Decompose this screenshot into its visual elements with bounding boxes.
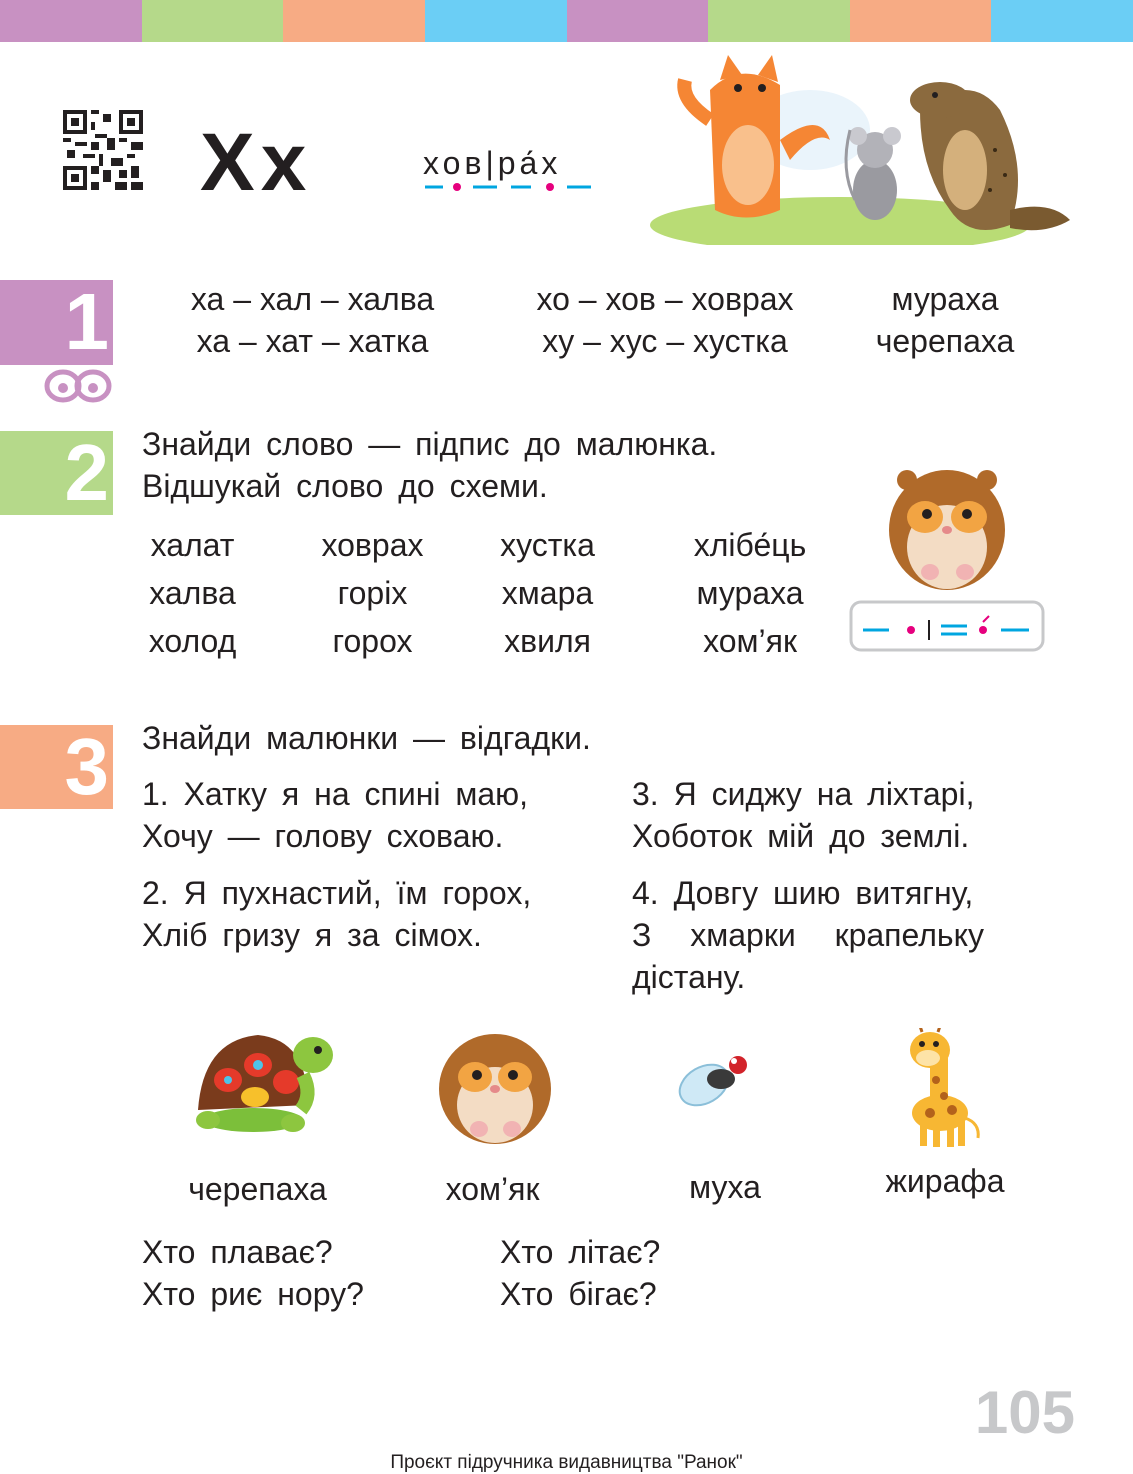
question-2: Хто риє нору? [142,1276,364,1312]
scheme-word [423,143,561,183]
animal-label-hamster: хом’як [445,1171,540,1207]
task-number-2: 2 [0,431,113,515]
riddle-4-line-2: З хмарки крапельку [632,917,984,953]
top-color-bar [0,0,1133,42]
riddle-2-line-1: 2. Я пухнастий, їм горох, [142,875,532,911]
question-3: Хто літає? [500,1234,661,1270]
sound-scheme-icon [423,183,595,199]
task1-syllables-2: хо – хов – ховрах [536,281,794,317]
page-number: 105 [974,1379,1075,1446]
footer-text: Проєкт підручника видавництва "Ранок" [390,1452,743,1473]
riddle-1-line-1: 1. Хатку я на спині маю, [142,776,529,812]
riddle-2-line-2: Хліб гризу я за сімох. [142,917,482,953]
fly-image [676,1047,756,1115]
word-item: халва [149,575,236,611]
word-item: хустка [500,527,595,563]
task1-word-1: мураха [891,281,999,317]
word-item: холод [148,623,237,659]
hamster-image [885,462,1010,592]
word-item: хом’як [703,623,797,659]
giraffe-image [900,1028,986,1150]
animal-label-giraffe: жирафа [885,1163,1005,1199]
question-4: Хто бігає? [500,1276,657,1312]
owl-eyes-icon [44,368,112,404]
letter-heading: Xx [200,117,313,208]
riddle-3-line-2: Хоботок мій до землі. [632,818,970,854]
task-number-1: 1 [0,280,113,365]
riddle-4-line-1: 4. Довгу шию витягну, [632,875,974,911]
task1-syllables-1: ха – хал – халва [190,281,435,317]
animals-illustration [650,50,1080,245]
task1-word-2: черепаха [875,323,1015,359]
animal-label-turtle: черепаха [188,1171,327,1207]
word-item: хлібе́ць [693,527,807,563]
word-item: горох [332,623,413,659]
question-1: Хто плаває? [142,1234,333,1270]
animal-label-fly: муха [689,1169,761,1205]
task1-syllables-4: ху – хус – хустка [542,323,788,359]
word-item: ховрах [321,527,424,563]
word-item: горіх [337,575,408,611]
qr-code-icon[interactable] [63,110,143,190]
turtle-image [183,1025,335,1135]
task2-instruction-1: Знайди слово — підпис до малюнка. [142,426,718,462]
riddle-1-line-2: Хочу — голову сховаю. [142,818,504,854]
word-item: мураха [696,575,804,611]
task1-syllables-3: ха – хат – хатка [196,323,429,359]
word-item: халат [150,527,235,563]
task3-instruction: Знайди малюнки — відгадки. [142,720,591,756]
hamster-image [437,1027,555,1145]
riddle-4-line-3: дістану. [632,959,746,995]
word-item: хмара [501,575,594,611]
task-number-3: 3 [0,725,113,809]
scheme-word-text: хов|ра́х [423,145,562,181]
task2-instruction-2: Відшукай слово до схеми. [142,468,548,504]
word-item: хвиля [504,623,591,659]
word-scheme-box [849,600,1045,652]
riddle-3-line-1: 3. Я сиджу на ліхтарі, [632,776,975,812]
